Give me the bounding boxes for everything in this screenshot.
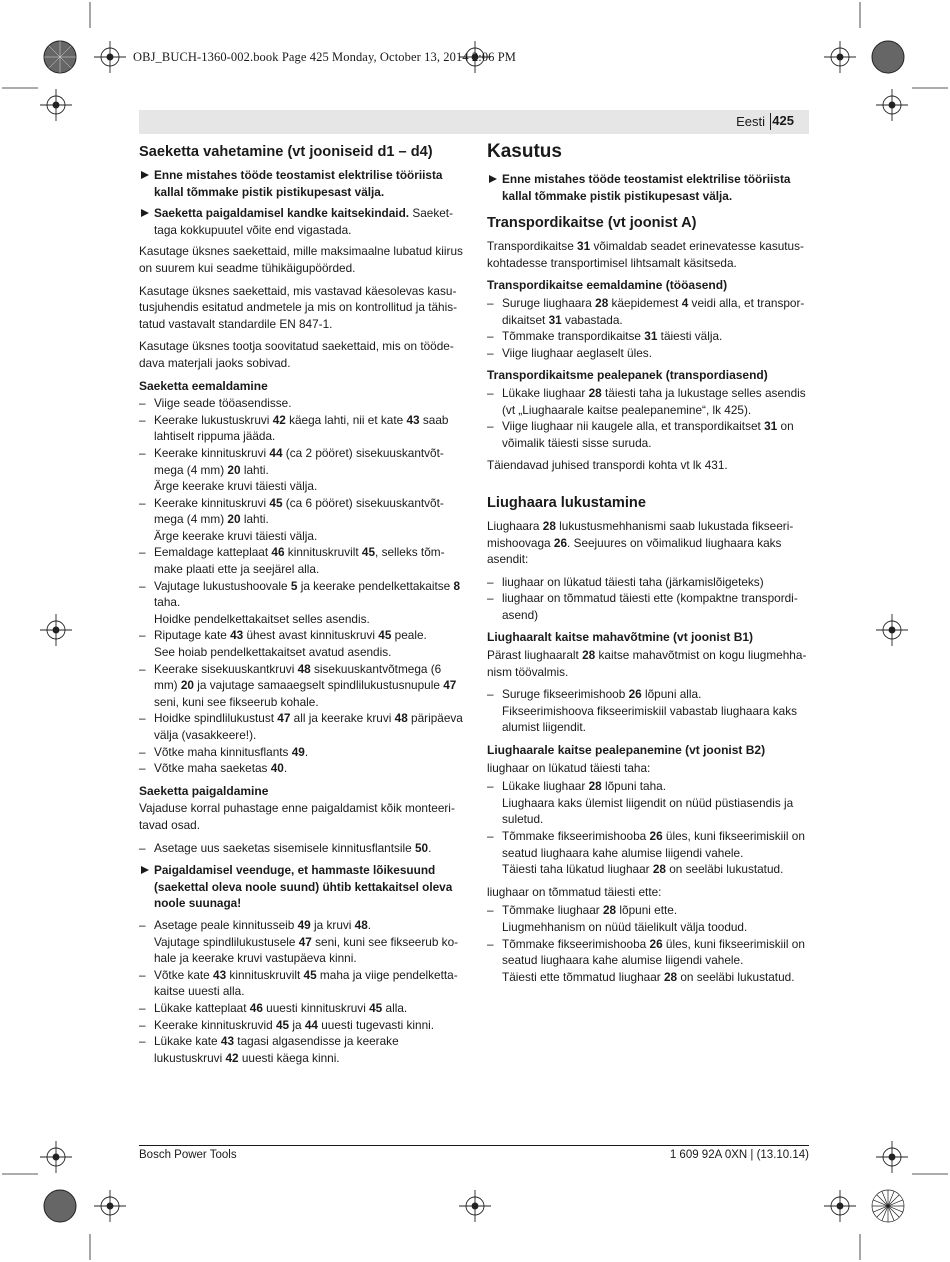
list-item: – Keerake lukustuskruvi 42 käega lahti, nii et kate 43 saab lahtiselt rippuma jääda. [139,412,463,445]
list-item: – Riputage kate 43 ühest avast kinnituskruvi 45 peale. See hoiab pendelkettakaitset avatud asendis. [139,627,463,660]
subsection-title-unlock: Liughaaralt kaitse mahavõtmine (vt joonist B1) [487,630,754,645]
warning-text: Paigaldamisel veenduge, et hammaste lõikesuund (saekettal oleva noole suund) ühtib kettakaitsel oleva noole suunaga! [154,863,453,911]
section-title-transport: Transpordikaitse (vt joonist A) [487,215,697,232]
warning-text: Enne mistahes tööde teostamist elektrilise tööriista kallal tõmmake pistik pistikupesast välja. [154,168,443,199]
list-item: – liughaar on lükatud täiesti taha (järkamislõigeteks) [487,574,811,591]
list-item: – Keerake kinnituskruvid 45 ja 44 uuesti tugevasti kinni. [139,1017,463,1034]
section-title-usage: Kasutus [487,141,562,162]
list-item: – Tõmmake fikseerimishooba 26 üles, kuni fikseerimiskiil on seatud liughaara kahe alumise liigendi vahele. Täiesti taha lükatud liughaar 28 on seeläbi lukustatud. [487,828,811,878]
book-header: OBJ_BUCH-1360-002.book Page 425 Monday, October 13, 2014 2:06 PM [133,50,517,64]
list-item: – Tõmmake transpordikaitse 31 täiesti välja. [487,328,811,345]
list-item: – Suruge fikseerimishoob 26 lõpuni alla. Fikseerimishoova fikseerimiskiil vabastab liughaara kaks alumist liigendit. [487,686,811,736]
list-item: – Võtke kate 43 kinnituskruvilt 45 maha ja viige pendelkettakaitse uuesti alla. [139,967,463,1000]
apply-steps-back [487,778,811,878]
warning-text-rest: Saekettaga kokkupuutel võite end vigastada. [154,206,454,237]
paragraph: Liughaara 28 lukustusmehhanismi saab lukustada fikseerimishoovaga 26. Seejuures on võimalikud liughaara kaks asendit: [487,518,794,567]
lock-positions [487,574,811,624]
list-item: – Viige liughaar aeglaselt üles. [487,345,811,362]
warning-unplug [139,167,463,200]
right-column [487,141,811,991]
subsection-title-apply: Liughaarale kaitse pealepanemine (vt joonist B2) [487,743,766,758]
paragraph: liughaar on lükatud täiesti taha: [487,760,651,775]
paragraph: Transpordikaitse 31 võimaldab seadet erinevatesse kasutuskohtadesse transportimisel lihtsamalt käsitseda. [487,239,804,270]
list-item: – liughaar on tõmmatud täiesti ette (kompaktne transpordiasend) [487,590,811,623]
paragraph: Vajaduse korral puhastage enne paigaldamist kõik monteeritavad osad. [139,801,455,832]
transport-remove-steps [487,295,811,361]
footer-doc-number: 1 609 92A 0XN | (13.10.14) [669,1149,809,1161]
warning-text: Saeketta paigaldamisel kandke kaitsekindaid. [154,206,410,221]
subsection-title-install: Saeketta paigaldamine [139,783,269,798]
list-item: – Lükake liughaar 28 lõpuni taha. Liughaara kaks ülemist liigendit on nüüd püstiasendis ja suletud. [487,778,811,828]
apply-steps-front [487,902,811,985]
list-item: – Asetage peale kinnitusseib 49 ja kruvi 48. Vajutage spindlilukustusele 47 seni, kuni see fikseerub kohale ja keerake kruvi vastupäeva kinni. [139,917,463,967]
header-page-number: 425 [772,113,794,128]
list-item: – Hoidke spindlilukustust 47 all ja keerake kruvi 48 päripäeva välja (vasakkeere!). [139,710,463,743]
list-item: – Võtke maha saeketas 40. [139,760,463,777]
header-separator [770,113,771,130]
install-step [139,840,463,857]
paragraph: liughaar on tõmmatud täiesti ette: [487,884,662,899]
left-column [139,141,463,1072]
running-header [139,110,809,134]
paragraph: Kasutage üksnes tootja soovitatud saekettaid, mis on töödedava materjali jaoks sobivad. [139,339,454,370]
removal-steps [139,395,463,777]
list-item: – Lükake liughaar 28 täiesti taha ja lukustage selles asendis (vt „Liughaarale kaitse pealepanemine“, lk 425). [487,385,811,418]
list-item: – Lükake katteplaat 46 uuesti kinnituskruvi 45 alla. [139,1000,463,1017]
list-item: – Vajutage lukustushoovale 5 ja keerake pendelkettakaitse 8 taha. Hoidke pendelkettakaitset selles asendis. [139,578,463,628]
paragraph: Kasutage üksnes saekettaid, mille maksimaalne lubatud kiirus on suurem kui seadme tühikäigupöörded. [139,244,463,275]
paragraph: Pärast liughaaralt 28 kaitse mahavõtmist on kogu liugmehhanism töövalmis. [487,648,807,679]
list-item: – Tõmmake fikseerimishooba 26 üles, kuni fikseerimiskiil on seatud liughaara kahe alumise liigendi vahele. Täiesti ette tõmmatud liughaar 28 on seeläbi lukustatud. [487,936,811,986]
list-item: – Viige seade tööasendisse. [139,395,463,412]
list-item: – Võtke maha kinnitusflants 49. [139,744,463,761]
list-item: – Asetage uus saeketas sisemisele kinnitusflantsile 50. [139,840,463,857]
subsection-title-removal: Saeketta eemaldamine [139,378,268,393]
paragraph: Täiendavad juhised transpordi kohta vt lk 431. [487,458,728,473]
list-item: – Keerake kinnituskruvi 45 (ca 6 pööret) sisekuuskantvõtmega (4 mm) 20 lahti. Ärge keerake kruvi täiesti välja. [139,495,463,545]
subsection-title-transport-set: Transpordikaitsme pealepanek (transpordiasend) [487,368,768,383]
list-item: – Suruge liughaara 28 käepidemest 4 veidi alla, et transpordikaitset 31 vabastada. [487,295,811,328]
list-item: – Lükake kate 43 tagasi algasendisse ja keerake lukustuskruvi 42 uuesti käega kinni. [139,1033,463,1066]
list-item: – Keerake sisekuuskantkruvi 48 sisekuuskantvõtmega (6 mm) 20 ja vajutage samaaegselt spindlilukustusnupule 47 seni, kuni see fikseerub kohale. [139,661,463,711]
paragraph: Kasutage üksnes saekettaid, mis vastavad käesolevas kasutusjuhendis esitatud andmetele ja mis on kontrollitud ja tähistatud vastavalt standardile EN 847-1. [139,283,458,331]
warning-text: Enne mistahes tööde teostamist elektrilise tööriista kallal tõmmake pistik pistikupesast välja. [502,172,791,203]
section-title-blade-change: Saeketta vahetamine (vt jooniseid d1 – d4) [139,144,433,160]
unlock-steps [487,686,811,736]
transport-set-steps [487,385,811,451]
warning-gloves [139,205,463,238]
header-language: Eesti [736,114,765,129]
footer-rule [139,1145,809,1146]
warning-unplug [487,171,811,204]
list-item: – Viige liughaar nii kaugele alla, et transpordikaitset 31 on võimalik täiesti sisse suruda. [487,418,811,451]
list-item: – Tõmmake liughaar 28 lõpuni ette. Liugmehhanism on nüüd täielikult välja toodud. [487,902,811,935]
warning-direction [139,862,463,912]
footer-brand: Bosch Power Tools [139,1149,237,1161]
list-item: – Eemaldage katteplaat 46 kinnituskruvilt 45, selleks tõmmake plaati ette ja seejärel alla. [139,544,463,577]
install-steps [139,917,463,1066]
subsection-title-transport-remove: Transpordikaitse eemaldamine (tööasend) [487,278,728,293]
section-title-lock: Liughaara lukustamine [487,494,646,511]
list-item: – Keerake kinnituskruvi 44 (ca 2 pööret) sisekuuskantvõtmega (4 mm) 20 lahti. Ärge keerake kruvi täiesti välja. [139,445,463,495]
